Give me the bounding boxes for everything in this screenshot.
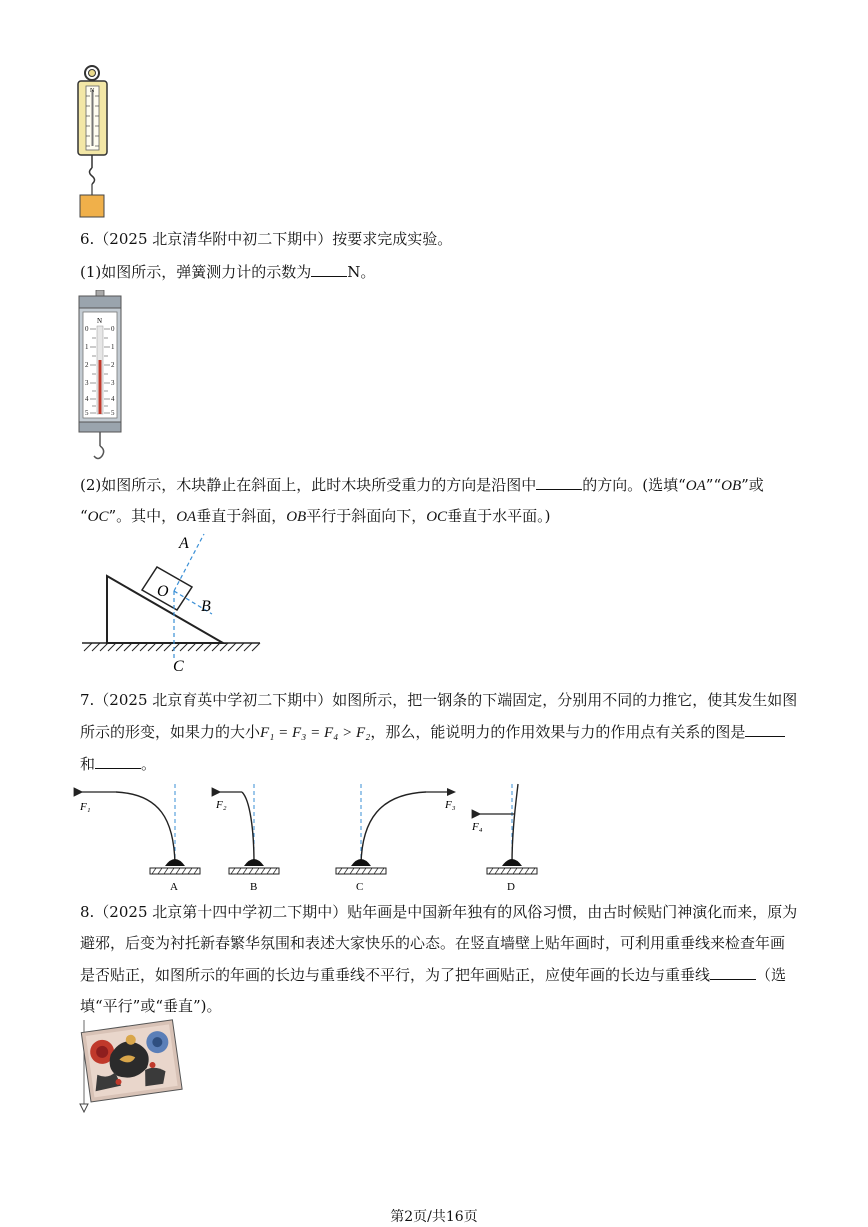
option-oa: OA — [685, 478, 706, 494]
panel-d — [471, 784, 537, 893]
scale-tick-label: 4 — [111, 395, 115, 403]
force-label-d: F₄ — [472, 821, 483, 833]
q8-line2: 避邪，后变为衬托新春繁华氛围和表述大家快乐的心态。在竖直墙壁上贴年画时，可利用重垂线来检查年画 — [80, 934, 786, 952]
scale-tick-label: 1 — [111, 343, 115, 351]
q8-line1: 8.（2025 北京第十四中学初二下期中）贴年画是中国新年独有的风俗习惯，由古时候贴门神演化而来，原为 — [80, 903, 798, 921]
q7-text: 。 — [141, 755, 157, 773]
q6-part2-choice-intro: 的方向。(选填“ — [582, 476, 686, 494]
scale-tick-label: 5 — [85, 409, 89, 417]
q6-part1-answer-blank[interactable] — [311, 262, 347, 277]
q6-part1-text: (1)如图所示，弹簧测力计的示数为 — [80, 263, 312, 281]
q8-line3 — [80, 965, 786, 985]
q6-part2-text: ”。其中， — [108, 507, 177, 525]
q6-header: 6.（2025 北京清华附中初二下期中）按要求完成实验。 — [80, 230, 453, 248]
q7-force-relation: F₁ = F₃ = F₄ > F₂ — [260, 725, 371, 741]
scale-tick-label: 5 — [111, 409, 115, 417]
q6-part1-unit: N。 — [347, 263, 376, 281]
dynamometer-unit: N — [97, 317, 103, 325]
panel-label-b: B — [250, 881, 258, 893]
q7-line3 — [80, 754, 156, 774]
q8-line4: 填“平行”或“垂直”)。 — [80, 997, 222, 1015]
q7-answer-blank-1[interactable] — [745, 722, 785, 737]
steel-strip-figures — [70, 780, 550, 896]
force-label-a: F₁ — [80, 801, 91, 813]
scale-tick-label: 2 — [111, 361, 115, 369]
quote-open: “ — [80, 507, 88, 525]
q6-part2-text: 垂直于斜面， — [196, 507, 287, 525]
scale-tick-label: 3 — [85, 379, 89, 387]
point-a-label: A — [179, 535, 189, 552]
q6-part2-text: 垂直于水平面。) — [447, 507, 551, 525]
q6-part2-line1 — [80, 475, 764, 496]
q8-text: 是否贴正，如图所示的年画的长边与重垂线不平行，为了把年画贴正，应使年画的长边与重垂线 — [80, 966, 711, 984]
scale-tick-label: 1 — [85, 343, 89, 351]
point-c-label: C — [173, 658, 184, 675]
q8-text: （选 — [756, 966, 787, 984]
q6-part2-text: (2)如图所示，木块静止在斜面上，此时木块所受重力的方向是沿图中 — [80, 476, 537, 494]
quote-sep: ”“ — [705, 476, 722, 494]
hanging-spring-scale-figure — [74, 64, 114, 220]
force-label-b: F₂ — [216, 799, 227, 811]
scale-tick-label: 0 — [111, 325, 115, 333]
panel-label-a: A — [170, 881, 178, 893]
page-footer: 第2页/共16页 — [390, 1209, 478, 1225]
panel-b — [215, 784, 279, 893]
label-ob: OB — [286, 509, 307, 525]
incline-block-diagram — [78, 530, 268, 678]
q6-part1 — [80, 262, 375, 282]
point-o-label: O — [157, 583, 169, 600]
panel-label-d: D — [507, 881, 515, 893]
q6-part2-answer-blank[interactable] — [536, 475, 582, 490]
q7-text: ，那么，能说明力的作用效果与力的作用点有关系的图是 — [370, 723, 746, 741]
q7-line1: 7.（2025 北京育英中学初二下期中）如图所示，把一钢条的下端固定，分别用不同的力推它，使其发生如图 — [80, 691, 798, 709]
q7-answer-blank-2[interactable] — [95, 754, 141, 769]
scale-tick-label: 4 — [85, 395, 89, 403]
spring-dynamometer-figure — [78, 290, 126, 466]
new-year-picture-figure — [76, 1018, 186, 1118]
q6-part2-line2 — [80, 506, 550, 527]
scale-tick-label: 2 — [85, 361, 89, 369]
panel-a — [79, 784, 200, 893]
q7-text: 所示的形变，如果力的大小 — [80, 723, 261, 741]
panel-c — [336, 784, 456, 893]
option-ob: OB — [721, 478, 742, 494]
q8-answer-blank[interactable] — [710, 965, 756, 980]
panel-label-c: C — [356, 881, 364, 893]
label-oa: OA — [176, 509, 197, 525]
scale-tick-label: 0 — [85, 325, 89, 333]
force-label-c: F₃ — [445, 799, 456, 811]
svg-text:N: N — [90, 88, 95, 94]
label-oc: OC — [426, 509, 448, 525]
q7-line2 — [80, 722, 785, 743]
quote-sep: ”或 — [741, 476, 764, 494]
scale-tick-label: 3 — [111, 379, 115, 387]
point-b-label: B — [201, 598, 211, 615]
q6-part2-text: 平行于斜面向下， — [306, 507, 427, 525]
q7-text: 和 — [80, 755, 96, 773]
option-oc: OC — [87, 509, 109, 525]
